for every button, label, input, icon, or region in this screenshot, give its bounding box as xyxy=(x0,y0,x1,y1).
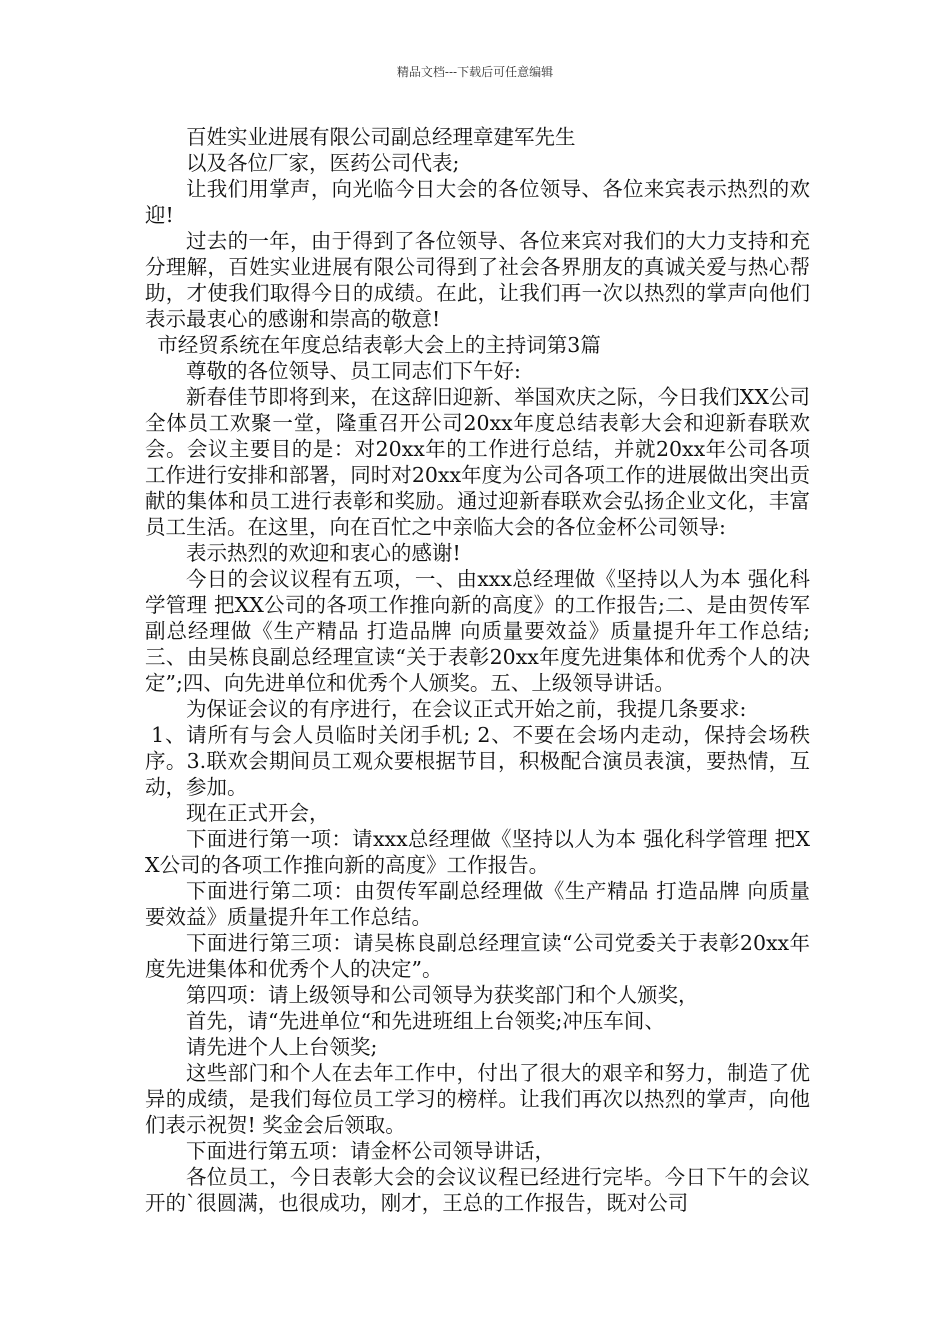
paragraph: 下面进行第二项：由贺传军副总经理做《生产精品 打造品牌 向质量要效益》质量提升年工作总结。 xyxy=(145,879,810,929)
paragraph: 这些部门和个人在去年工作中，付出了很大的艰辛和努力，制造了优异的成绩，是我们每位员工学习的榜样。让我们再次以热烈的掌声，向他们表示祝贺! 奖金会后领取。 xyxy=(145,1061,810,1137)
paragraph: 新春佳节即将到来，在这辞旧迎新、举国欢庆之际，今日我们XX公司全体员工欢聚一堂，隆重召开公司20xx年度总结表彰大会和迎新春联欢会。会议主要目的是：对20xx年的工作进行总结，并就20xx年公司各项工作进行安排和部署，同时对20xx年度为公司各项工作的进展做出突出贡献的集体和员工进行表彰和奖励。通过迎新春联欢会弘扬企业文化，丰富员工生活。在这里，向在百忙之中亲临大会的各位金杯公司领导: xyxy=(145,385,810,539)
paragraph: 百姓实业进展有限公司副总经理章建军先生 xyxy=(186,125,576,149)
paragraph: 尊敬的各位领导、员工同志们下午好: xyxy=(186,359,521,383)
paragraph: 第四项：请上级领导和公司领导为获奖部门和个人颁奖， xyxy=(186,983,699,1007)
paragraph: 今日的会议议程有五项，一、由xxx总经理做《坚持以人为本 强化科学管理 把XX公司的各项工作推向新的高度》的工作报告;二、是由贺传军副总经理做《生产精品 打造品牌 向质量要效益》质量提升年工作总结;三、由吴栋良副总经理宣读“关于表彰20xx年度先进集体和优秀个人的决定”;四、向先进单位和优秀个人颁奖。五、上级领导讲话。 xyxy=(145,567,810,695)
paragraph: 各位员工，今日表彰大会的会议议程已经进行完毕。今日下午的会议开的`很圆满，也很成功，刚才，王总的工作报告，既对公司 xyxy=(145,1165,810,1215)
paragraph: 表示热烈的欢迎和衷心的感谢! xyxy=(186,541,461,565)
paragraph: 以及各位厂家，医药公司代表; xyxy=(186,151,460,175)
paragraph: 下面进行第三项：请吴栋良副总经理宣读“公司党委关于表彰20xx年度先进集体和优秀个人的决定”。 xyxy=(145,931,810,981)
paragraph: 让我们用掌声，向光临今日大会的各位领导、各位来宾表示热烈的欢迎! xyxy=(145,177,810,227)
paragraph: 下面进行第五项：请金杯公司领导讲话， xyxy=(186,1139,555,1163)
section-title: 市经贸系统在年度总结表彰大会上的主持词第3篇 xyxy=(157,333,601,357)
paragraph: 为保证会议的有序进行，在会议正式开始之前，我提几条要求: xyxy=(186,697,747,721)
paragraph: 下面进行第一项：请xxx总经理做《坚持以人为本 强化科学管理 把XX公司的各项工作推向新的高度》工作报告。 xyxy=(145,827,810,877)
paragraph: 现在正式开会， xyxy=(186,801,330,825)
paragraph: 过去的一年，由于得到了各位领导、各位来宾对我们的大力支持和充分理解，百姓实业进展有限公司得到了社会各界朋友的真诚关爱与热心帮助，才使我们取得今日的成绩。在此，让我们再一次以热烈的掌声向他们表示最衷心的感谢和崇高的敬意! xyxy=(145,229,810,331)
paragraph: 首先，请“先进单位“和先进班组上台领奖;冲压车间、 xyxy=(186,1009,665,1033)
paragraph: 1、请所有与会人员临时关闭手机; 2、不要在会场内走动，保持会场秩序。3.联欢会期间员工观众要根据节目，积极配合演员表演，要热情，互动，参加。 xyxy=(145,723,810,799)
document-body xyxy=(145,124,810,1216)
page-header: 精品文档---下载后可任意编辑 xyxy=(396,65,554,79)
paragraph: 请先进个人上台领奖; xyxy=(186,1035,378,1059)
